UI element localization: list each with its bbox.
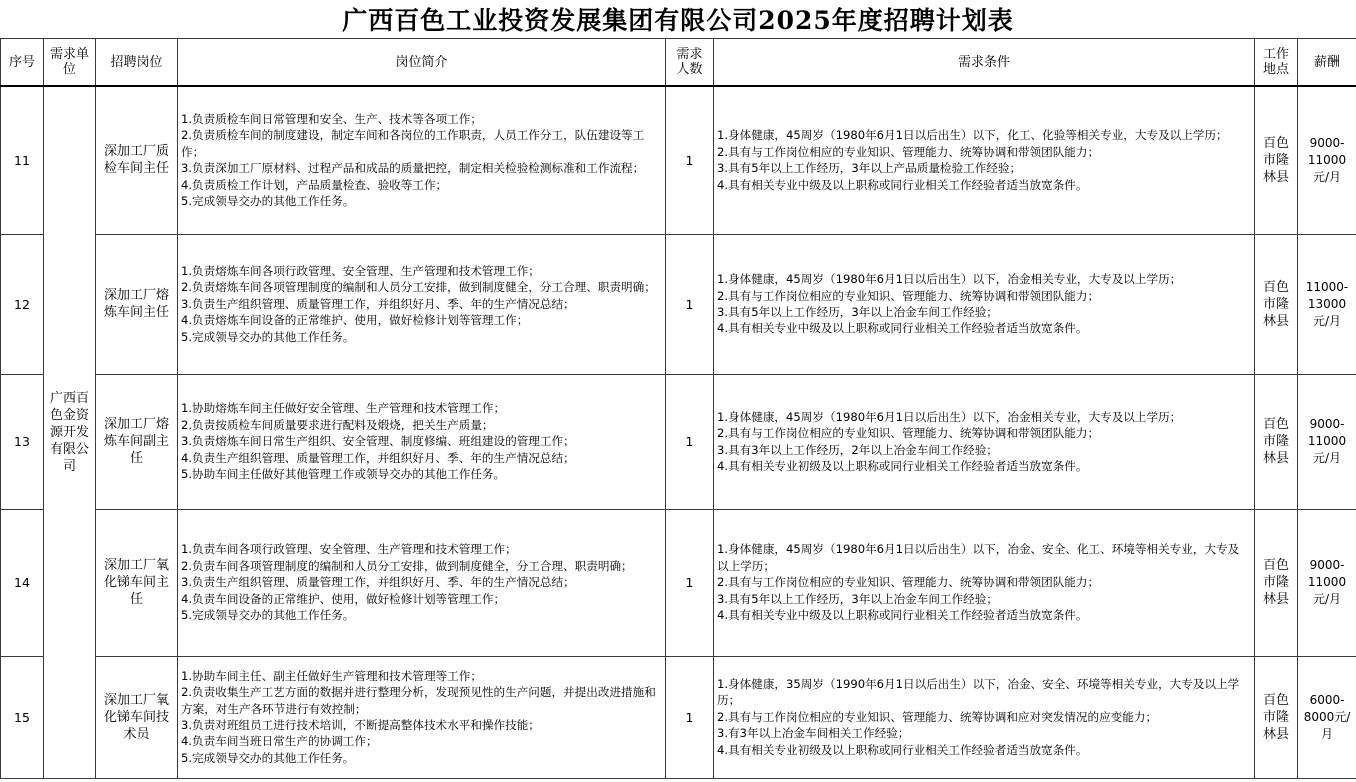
cell-salary[interactable]: 9000-11000元/月 — [1298, 374, 1356, 509]
cell-location[interactable]: 百色市隆林县 — [1255, 86, 1298, 234]
page-title: 广西百色工业投资发展集团有限公司2025年度招聘计划表 — [342, 6, 1014, 35]
intro-line: 5.完成领导交办的其他工作任务。 — [181, 329, 355, 344]
cell-position[interactable]: 深加工厂质检车间主任 — [96, 86, 178, 234]
cell-intro[interactable] — [178, 656, 666, 778]
intro-line: 3.负责生产组织管理、质量管理工作，并组织好月、季、年的生产情况总结； — [181, 296, 575, 311]
intro-line: 5.完成领导交办的其他工作任务。 — [181, 608, 355, 623]
intro-line: 4.负责生产组织管理、质量管理工作，并组织好月、季、年的生产情况总结； — [181, 450, 575, 465]
cell-salary[interactable]: 11000-13000元/月 — [1298, 234, 1356, 374]
intro-line: 5.完成领导交办的其他工作任务。 — [181, 750, 355, 765]
cell-intro[interactable] — [178, 234, 666, 374]
intro-line: 1.负责车间各项行政管理、安全管理、生产管理和技术管理工作； — [181, 542, 517, 557]
cell-requirements[interactable] — [714, 86, 1255, 234]
cell-intro[interactable] — [178, 509, 666, 656]
header-count[interactable]: 需求人数 — [666, 39, 714, 87]
requirement-line: 2.具有与工作岗位相应的专业知识、管理能力、统筹协调和应对突发情况的应变能力； — [717, 709, 1158, 724]
requirement-line: 1.身体健康，45周岁（1980年6月1日以后出生）以下，冶金相关专业，大专及以上学历； — [717, 409, 1182, 424]
intro-line: 5.协助车间主任做好其他管理工作或领导交办的其他工作任务。 — [181, 467, 506, 482]
cell-unit[interactable]: 广西百色金资源开发有限公司 — [44, 86, 96, 778]
cell-count[interactable]: 1 — [666, 656, 714, 778]
intro-line: 2.负责车间各项管理制度的编制和人员分工安排，做到制度健全，分工合理、职责明确； — [181, 558, 633, 573]
intro-line: 1.负责质检车间日常管理和安全、生产、技术等各项工作； — [181, 112, 482, 127]
requirement-line: 1.身体健康，35周岁（1990年6月1日以后出生）以下，冶金、安全、环境等相关专业，大专及以上学历； — [717, 676, 1240, 708]
requirement-line: 2.具有与工作岗位相应的专业知识、管理能力、统筹协调和带领团队能力； — [717, 288, 1100, 303]
cell-seq[interactable]: 11 — [1, 86, 44, 234]
requirement-line: 4.具有相关专业中级及以上职称或同行业相关工作经验者适当放宽条件。 — [717, 177, 1088, 192]
requirement-line: 1.身体健康，45周岁（1980年6月1日以后出生）以下，冶金相关专业，大专及以上学历； — [717, 272, 1182, 287]
requirement-line: 4.具有相关专业中级及以上职称或同行业相关工作经验者适当放宽条件。 — [717, 608, 1088, 623]
cell-location[interactable]: 百色市隆林县 — [1255, 234, 1298, 374]
cell-seq[interactable]: 13 — [1, 374, 44, 509]
cell-count[interactable]: 1 — [666, 374, 714, 509]
header-location[interactable]: 工作地点 — [1255, 39, 1298, 87]
intro-line: 2.负责收集生产工艺方面的数据并进行整理分析，发现预见性的生产问题，并提出改进措施和方案，对生产各环节进行有效控制； — [181, 685, 656, 716]
header-seq[interactable]: 序号 — [1, 39, 44, 87]
cell-count[interactable]: 1 — [666, 509, 714, 656]
requirement-line: 4.具有相关专业中级及以上职称或同行业相关工作经验者适当放宽条件。 — [717, 321, 1088, 336]
intro-line: 2.负责质检车间的制度建设，制定车间和各岗位的工作职责，人员工作分工，队伍建设等工作； — [181, 128, 645, 159]
requirement-line: 3.有3年以上冶金车间相关工作经验； — [717, 726, 910, 741]
header-requirements[interactable]: 需求条件 — [714, 39, 1255, 87]
cell-position[interactable]: 深加工厂氧化锑车间主任 — [96, 509, 178, 656]
cell-location[interactable]: 百色市隆林县 — [1255, 509, 1298, 656]
cell-intro[interactable] — [178, 86, 666, 234]
header-row — [1, 39, 1356, 87]
intro-line: 3.负责熔炼车间日常生产组织、安全管理、制度修编、班组建设的管理工作； — [181, 434, 575, 449]
cell-requirements[interactable] — [714, 234, 1255, 374]
intro-line: 1.负责熔炼车间各项行政管理、安全管理、生产管理和技术管理工作； — [181, 263, 540, 278]
intro-line: 4.负责质检工作计划，产品质量检查、验收等工作； — [181, 177, 448, 192]
recruitment-table — [0, 38, 1356, 779]
cell-seq[interactable]: 15 — [1, 656, 44, 778]
intro-line: 1.协助熔炼车间主任做好安全管理、生产管理和技术管理工作； — [181, 401, 506, 416]
requirement-line: 2.具有与工作岗位相应的专业知识、管理能力、统筹协调和带领团队能力； — [717, 426, 1100, 441]
requirement-line: 3.具有3年以上工作经历，2年以上冶金车间工作经验； — [717, 442, 998, 457]
requirement-line: 3.具有5年以上工作经历，3年以上产品质量检验工作经验； — [717, 161, 1022, 176]
requirement-line: 3.具有5年以上工作经历，3年以上冶金车间工作经验； — [717, 591, 998, 606]
requirement-line: 1.身体健康，45周岁（1980年6月1日以后出生）以下，冶金、安全、化工、环境等相关专业，大专及以上学历； — [717, 542, 1240, 573]
cell-salary[interactable]: 6000-8000元/月 — [1298, 656, 1356, 778]
requirement-line: 3.具有5年以上工作经历，3年以上冶金车间工作经验； — [717, 305, 998, 319]
title-row — [0, 0, 1356, 39]
cell-count[interactable]: 1 — [666, 86, 714, 234]
intro-line: 3.负责深加工厂原材料、过程产品和成品的质量把控，制定相关检验检测标准和工作流程； — [181, 161, 645, 176]
table-row — [1, 234, 1356, 374]
requirement-line: 2.具有与工作岗位相应的专业知识、管理能力、统筹协调和带领团队能力； — [717, 575, 1100, 590]
cell-location[interactable]: 百色市隆林县 — [1255, 656, 1298, 778]
cell-seq[interactable]: 12 — [1, 234, 44, 374]
cell-count[interactable]: 1 — [666, 234, 714, 374]
intro-line: 4.负责车间设备的正常维护、使用，做好检修计划等管理工作； — [181, 591, 506, 606]
intro-line: 4.负责车间当班日常生产的协调工作； — [181, 734, 378, 749]
table-row — [1, 374, 1356, 509]
requirement-line: 2.具有与工作岗位相应的专业知识、管理能力、统筹协调和带领团队能力； — [717, 144, 1100, 159]
intro-line: 2.负责熔炼车间各项管理制度的编制和人员分工安排，做到制度健全，分工合理、职责明确； — [181, 280, 656, 295]
cell-salary[interactable]: 9000-11000元/月 — [1298, 86, 1356, 234]
cell-requirements[interactable] — [714, 656, 1255, 778]
cell-seq[interactable]: 14 — [1, 509, 44, 656]
cell-location[interactable]: 百色市隆林县 — [1255, 374, 1298, 509]
intro-line: 1.协助车间主任、副主任做好生产管理和技术管理等工作； — [181, 668, 482, 683]
cell-intro[interactable] — [178, 374, 666, 509]
cell-requirements[interactable] — [714, 374, 1255, 509]
cell-position[interactable]: 深加工厂氧化锑车间技术员 — [96, 656, 178, 778]
cell-position[interactable]: 深加工厂熔炼车间副主任 — [96, 374, 178, 509]
header-salary[interactable]: 薪酬 — [1298, 39, 1356, 87]
intro-line: 3.负责生产组织管理、质量管理工作，并组织好月、季、年的生产情况总结； — [181, 575, 575, 590]
cell-position[interactable]: 深加工厂熔炼车间主任 — [96, 234, 178, 374]
intro-line: 5.完成领导交办的其他工作任务。 — [181, 194, 355, 209]
header-intro[interactable]: 岗位简介 — [178, 39, 666, 87]
cell-salary[interactable]: 9000-11000元/月 — [1298, 509, 1356, 656]
intro-line: 3.负责对班组员工进行技术培训，不断提高整体技术水平和操作技能； — [181, 718, 540, 732]
cell-requirements[interactable] — [714, 509, 1255, 656]
requirement-line: 1.身体健康，45周岁（1980年6月1日以后出生）以下，化工、化验等相关专业，大专及以上学历； — [717, 128, 1228, 143]
requirement-line: 4.具有相关专业初级及以上职称或同行业相关工作经验者适当放宽条件。 — [717, 458, 1088, 473]
intro-line: 4.负责熔炼车间设备的正常维护、使用，做好检修计划等管理工作； — [181, 313, 529, 328]
header-unit[interactable]: 需求单位 — [44, 39, 96, 87]
requirement-line: 4.具有相关专业初级及以上职称或同行业相关工作经验者适当放宽条件。 — [717, 742, 1088, 757]
header-position[interactable]: 招聘岗位 — [96, 39, 178, 87]
table-row — [1, 509, 1356, 656]
table-row — [1, 656, 1356, 778]
intro-line: 2.负责按质检车间质量要求进行配料及煅烧，把关生产质量； — [181, 417, 494, 432]
table-row — [1, 86, 1356, 234]
